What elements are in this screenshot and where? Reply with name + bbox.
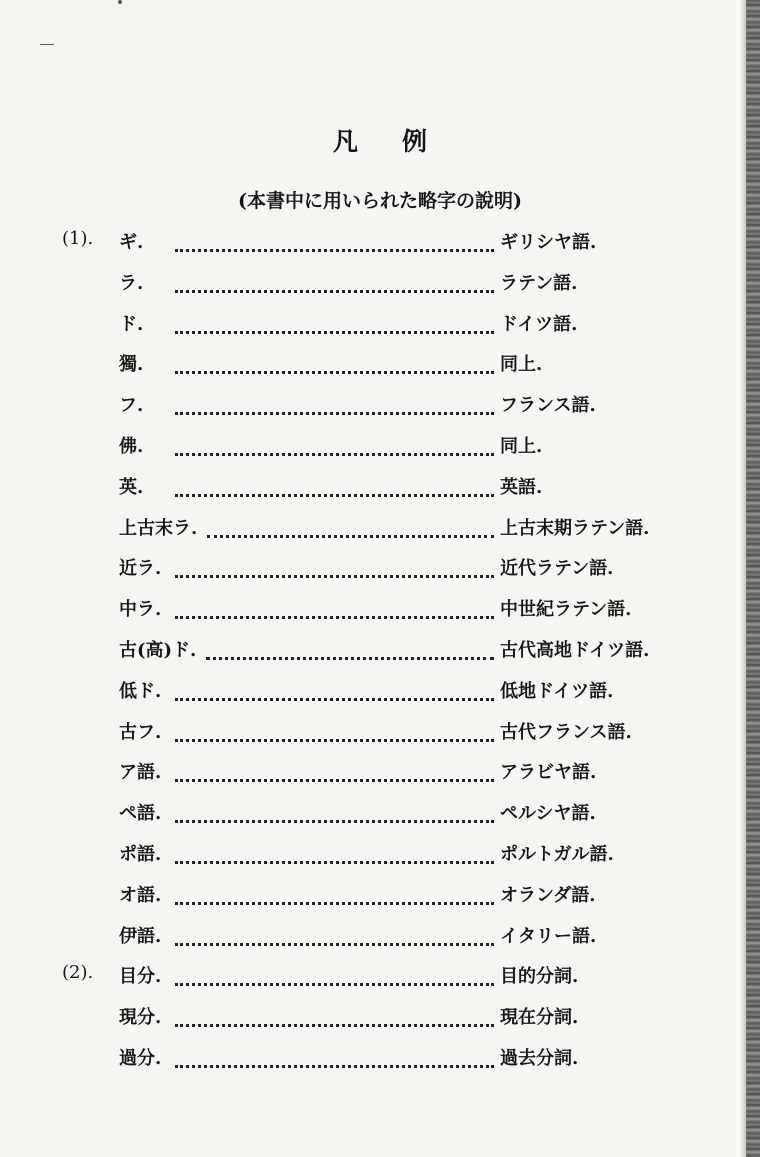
meaning: オランダ語. [500, 884, 596, 906]
abbreviation: 近ラ. [119, 558, 162, 580]
abbreviation: 中ラ. [119, 599, 162, 621]
meaning: アラビヤ語. [500, 762, 597, 784]
meaning: 同上. [500, 436, 543, 457]
abbreviation: ペ語. [119, 803, 162, 825]
meaning: ギリシヤ語. [500, 232, 597, 253]
dot-leader [175, 1010, 494, 1027]
abbreviation-row [0, 469, 760, 509]
dot-leader [207, 521, 494, 538]
abbreviation-row [0, 346, 760, 386]
dot-leader [175, 235, 494, 252]
dot-leader [175, 725, 494, 742]
meaning: 古代フランス語. [500, 721, 632, 743]
abbreviation: 英. [119, 476, 144, 498]
dot-leader [175, 806, 494, 823]
title-char-1: 凡 [332, 127, 358, 156]
abbreviation-row [0, 632, 760, 672]
meaning: 古代高地ドイツ語. [500, 640, 650, 661]
abbreviation-row [0, 918, 760, 958]
abbreviation: ア語. [119, 762, 162, 784]
abbreviation-row [0, 877, 760, 917]
meaning: 過去分詞. [500, 1048, 579, 1069]
abbreviation: 古フ. [119, 721, 162, 743]
abbreviation-row [0, 510, 760, 550]
dot-leader [175, 888, 494, 905]
meaning: フランス語. [500, 395, 596, 417]
abbreviation-row [0, 795, 760, 835]
dot-leader [175, 969, 494, 986]
abbreviation: 伊語. [119, 925, 162, 947]
meaning: イタリー語. [500, 925, 597, 947]
dot-leader [175, 480, 494, 497]
abbreviation-row [0, 550, 760, 590]
title-char-2: 例 [402, 127, 428, 156]
abbreviation-row [0, 999, 760, 1039]
dot-leader [175, 765, 494, 782]
dot-leader [175, 561, 494, 578]
meaning: 近代ラテン語. [500, 558, 614, 580]
meaning: 中世紀ラテン語. [500, 599, 632, 621]
abbreviation: ギ. [119, 232, 144, 253]
abbreviation: 獨. [119, 354, 144, 376]
abbreviation: 上古末ラ. [119, 517, 198, 539]
meaning: ポルトガル語. [500, 844, 614, 865]
meaning: 英語. [500, 476, 543, 498]
dot-leader [175, 276, 494, 293]
abbreviation: 低ド. [119, 680, 162, 702]
page-subtitle: (本書中に用いられた略字の說明) [238, 190, 522, 212]
abbreviation-row [0, 428, 760, 468]
meaning: 上古末期ラテン語. [500, 517, 650, 539]
abbreviation-row [0, 306, 760, 346]
meaning: 同上. [500, 354, 543, 376]
dot-leader [175, 439, 494, 456]
dot-leader [175, 1051, 494, 1068]
dot-leader [175, 602, 494, 619]
dot-leader [175, 317, 494, 334]
abbreviation: 過分. [119, 1048, 162, 1069]
abbreviation-row [0, 714, 760, 754]
abbreviation-row [0, 1040, 760, 1080]
abbreviation: 目分. [119, 966, 162, 988]
abbreviation-row [0, 224, 760, 264]
dot-leader [175, 684, 494, 701]
abbreviation-row [0, 387, 760, 427]
abbreviation: 佛. [119, 436, 144, 457]
dot-leader [175, 847, 494, 864]
abbreviation: ラ. [119, 272, 144, 294]
abbreviation-row [0, 836, 760, 876]
meaning: ペルシヤ語. [500, 803, 596, 825]
ink-speck [118, 0, 122, 4]
abbreviation-row [0, 591, 760, 631]
section-number: (2). [62, 962, 94, 984]
abbreviation: フ. [119, 395, 144, 417]
abbreviation-row [0, 754, 760, 794]
abbreviation-row [0, 958, 760, 998]
meaning: 現在分詞. [500, 1007, 579, 1029]
abbreviation: ポ語. [119, 844, 162, 865]
dot-leader [175, 357, 494, 374]
abbreviation: 現分. [119, 1007, 162, 1029]
abbreviation: 古(高)ド. [119, 640, 197, 661]
dot-leader [175, 929, 494, 946]
ink-speck [40, 44, 54, 45]
dot-leader [206, 643, 494, 660]
abbreviation-row [0, 673, 760, 713]
dot-leader [175, 398, 494, 415]
abbreviation-row [0, 265, 760, 305]
page-title [0, 122, 760, 158]
abbreviation: ド. [119, 313, 144, 335]
abbreviation: オ語. [119, 884, 162, 906]
meaning: ラテン語. [500, 272, 578, 294]
meaning: 低地ドイツ語. [500, 680, 614, 702]
meaning: 目的分詞. [500, 966, 579, 988]
section-number: (1). [62, 228, 94, 249]
meaning: ドイツ語. [500, 313, 578, 335]
